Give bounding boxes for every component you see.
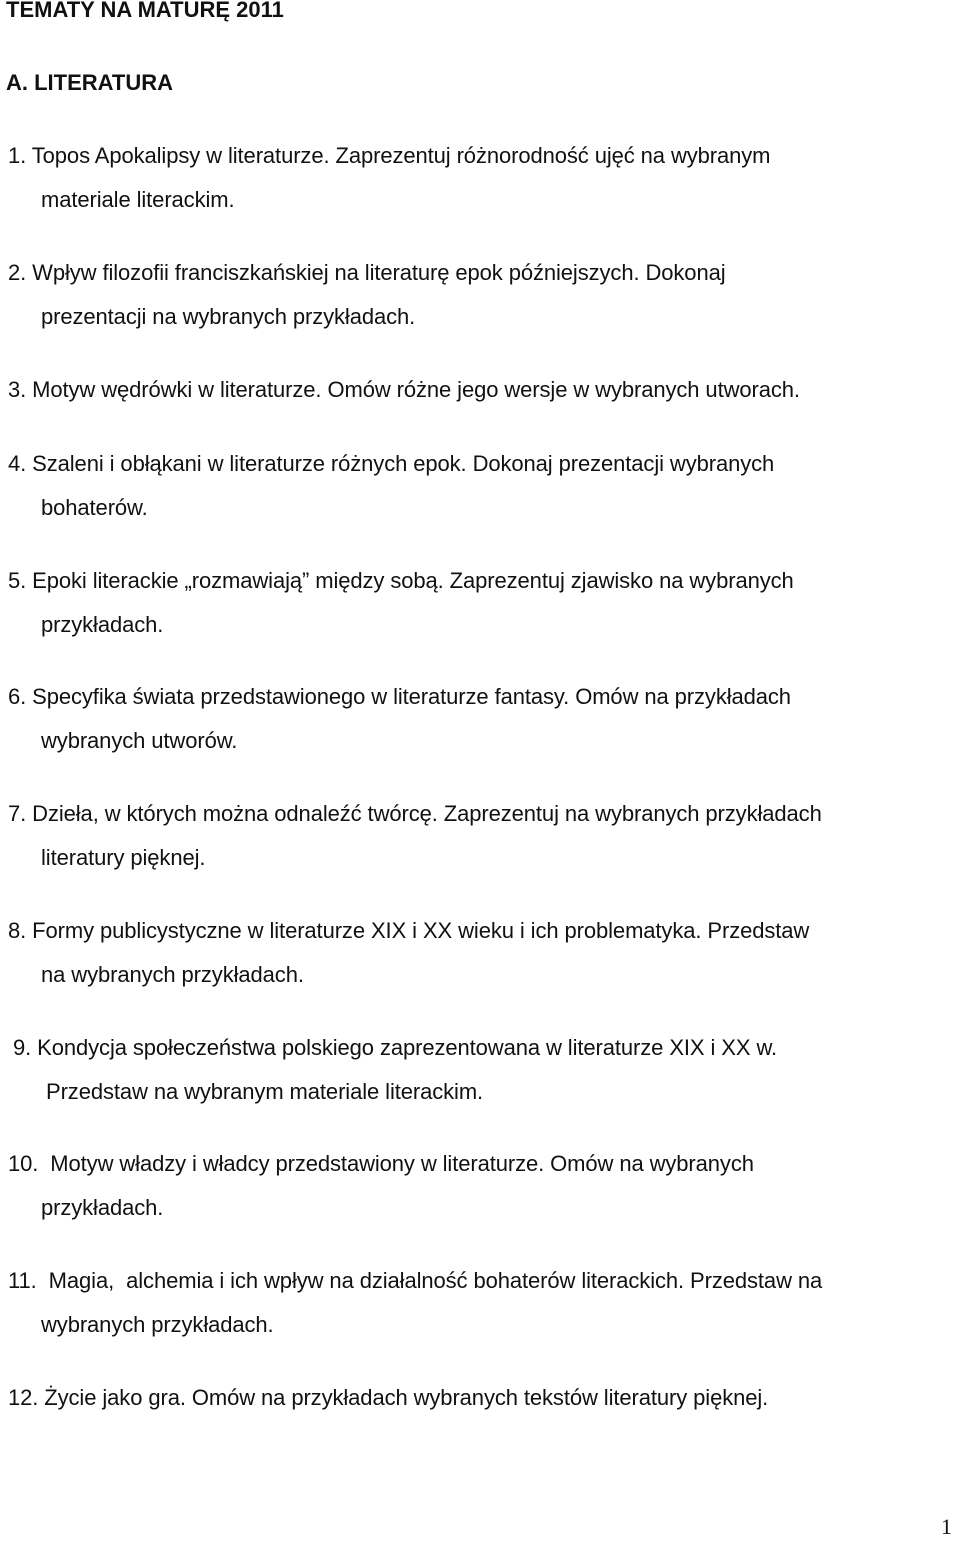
topic-text-continued: przykładach. (41, 612, 164, 637)
topic-text: 12. Życie jako gra. Omów na przykładach wybranych tekstów literatury pięknej. (8, 1385, 769, 1410)
topic-item (0, 559, 960, 647)
topic-item (0, 368, 960, 412)
topic-item (0, 909, 960, 997)
topic-item (0, 1259, 960, 1347)
topic-text: 11. Magia, alchemia i ich wpływ na działalność bohaterów literackich. Przedstaw na (8, 1268, 823, 1293)
topic-text: 2. Wpływ filozofii franciszkańskiej na literaturę epok późniejszych. Dokonaj (8, 260, 726, 285)
topic-text: 10. Motyw władzy i władcy przedstawiony w literaturze. Omów na wybranych (8, 1151, 754, 1176)
topic-item (0, 134, 960, 222)
page-title: TEMATY NA MATURĘ 2011 (6, 0, 284, 22)
topic-item (0, 792, 960, 880)
topic-item (0, 1026, 960, 1114)
topic-text: 7. Dzieła, w których można odnaleźć twórcę. Zaprezentuj na wybranych przykładach (8, 801, 822, 826)
topic-item (0, 251, 960, 339)
topic-text-continued: materiale literackim. (41, 187, 235, 212)
topic-item (0, 1376, 960, 1420)
page-number: 1 (941, 1514, 952, 1539)
topic-text: 4. Szaleni i obłąkani w literaturze różnych epok. Dokonaj prezentacji wybranych (8, 451, 775, 476)
topic-text: 8. Formy publicystyczne w literaturze XIX i XX wieku i ich problematyka. Przedstaw (8, 918, 810, 943)
topic-text-continued: prezentacji na wybranych przykładach. (41, 304, 416, 329)
topic-text-continued: Przedstaw na wybranym materiale literackim. (46, 1079, 484, 1104)
topic-text-continued: przykładach. (41, 1195, 164, 1220)
topic-text: 3. Motyw wędrówki w literaturze. Omów różne jego wersje w wybranych utworach. (8, 377, 800, 402)
topic-text: 1. Topos Apokalipsy w literaturze. Zaprezentuj różnorodność ujęć na wybranym (8, 143, 771, 168)
topic-text-continued: na wybranych przykładach. (41, 962, 304, 987)
topic-text: 9. Kondycja społeczeństwa polskiego zaprezentowana w literaturze XIX i XX w. (13, 1035, 778, 1060)
topic-text: 5. Epoki literackie „rozmawiają” między sobą. Zaprezentuj zjawisko na wybranych (8, 568, 794, 593)
topic-text-continued: literatury pięknej. (41, 845, 206, 870)
topic-text-continued: bohaterów. (41, 495, 148, 520)
topic-item (0, 1142, 960, 1230)
topic-item (0, 442, 960, 530)
topic-text-continued: wybranych przykładach. (41, 1312, 274, 1337)
topic-text-continued: wybranych utworów. (41, 728, 238, 753)
topic-item (0, 675, 960, 763)
topic-text: 6. Specyfika świata przedstawionego w literaturze fantasy. Omów na przykładach (8, 684, 791, 709)
section-heading: A. LITERATURA (6, 70, 174, 95)
